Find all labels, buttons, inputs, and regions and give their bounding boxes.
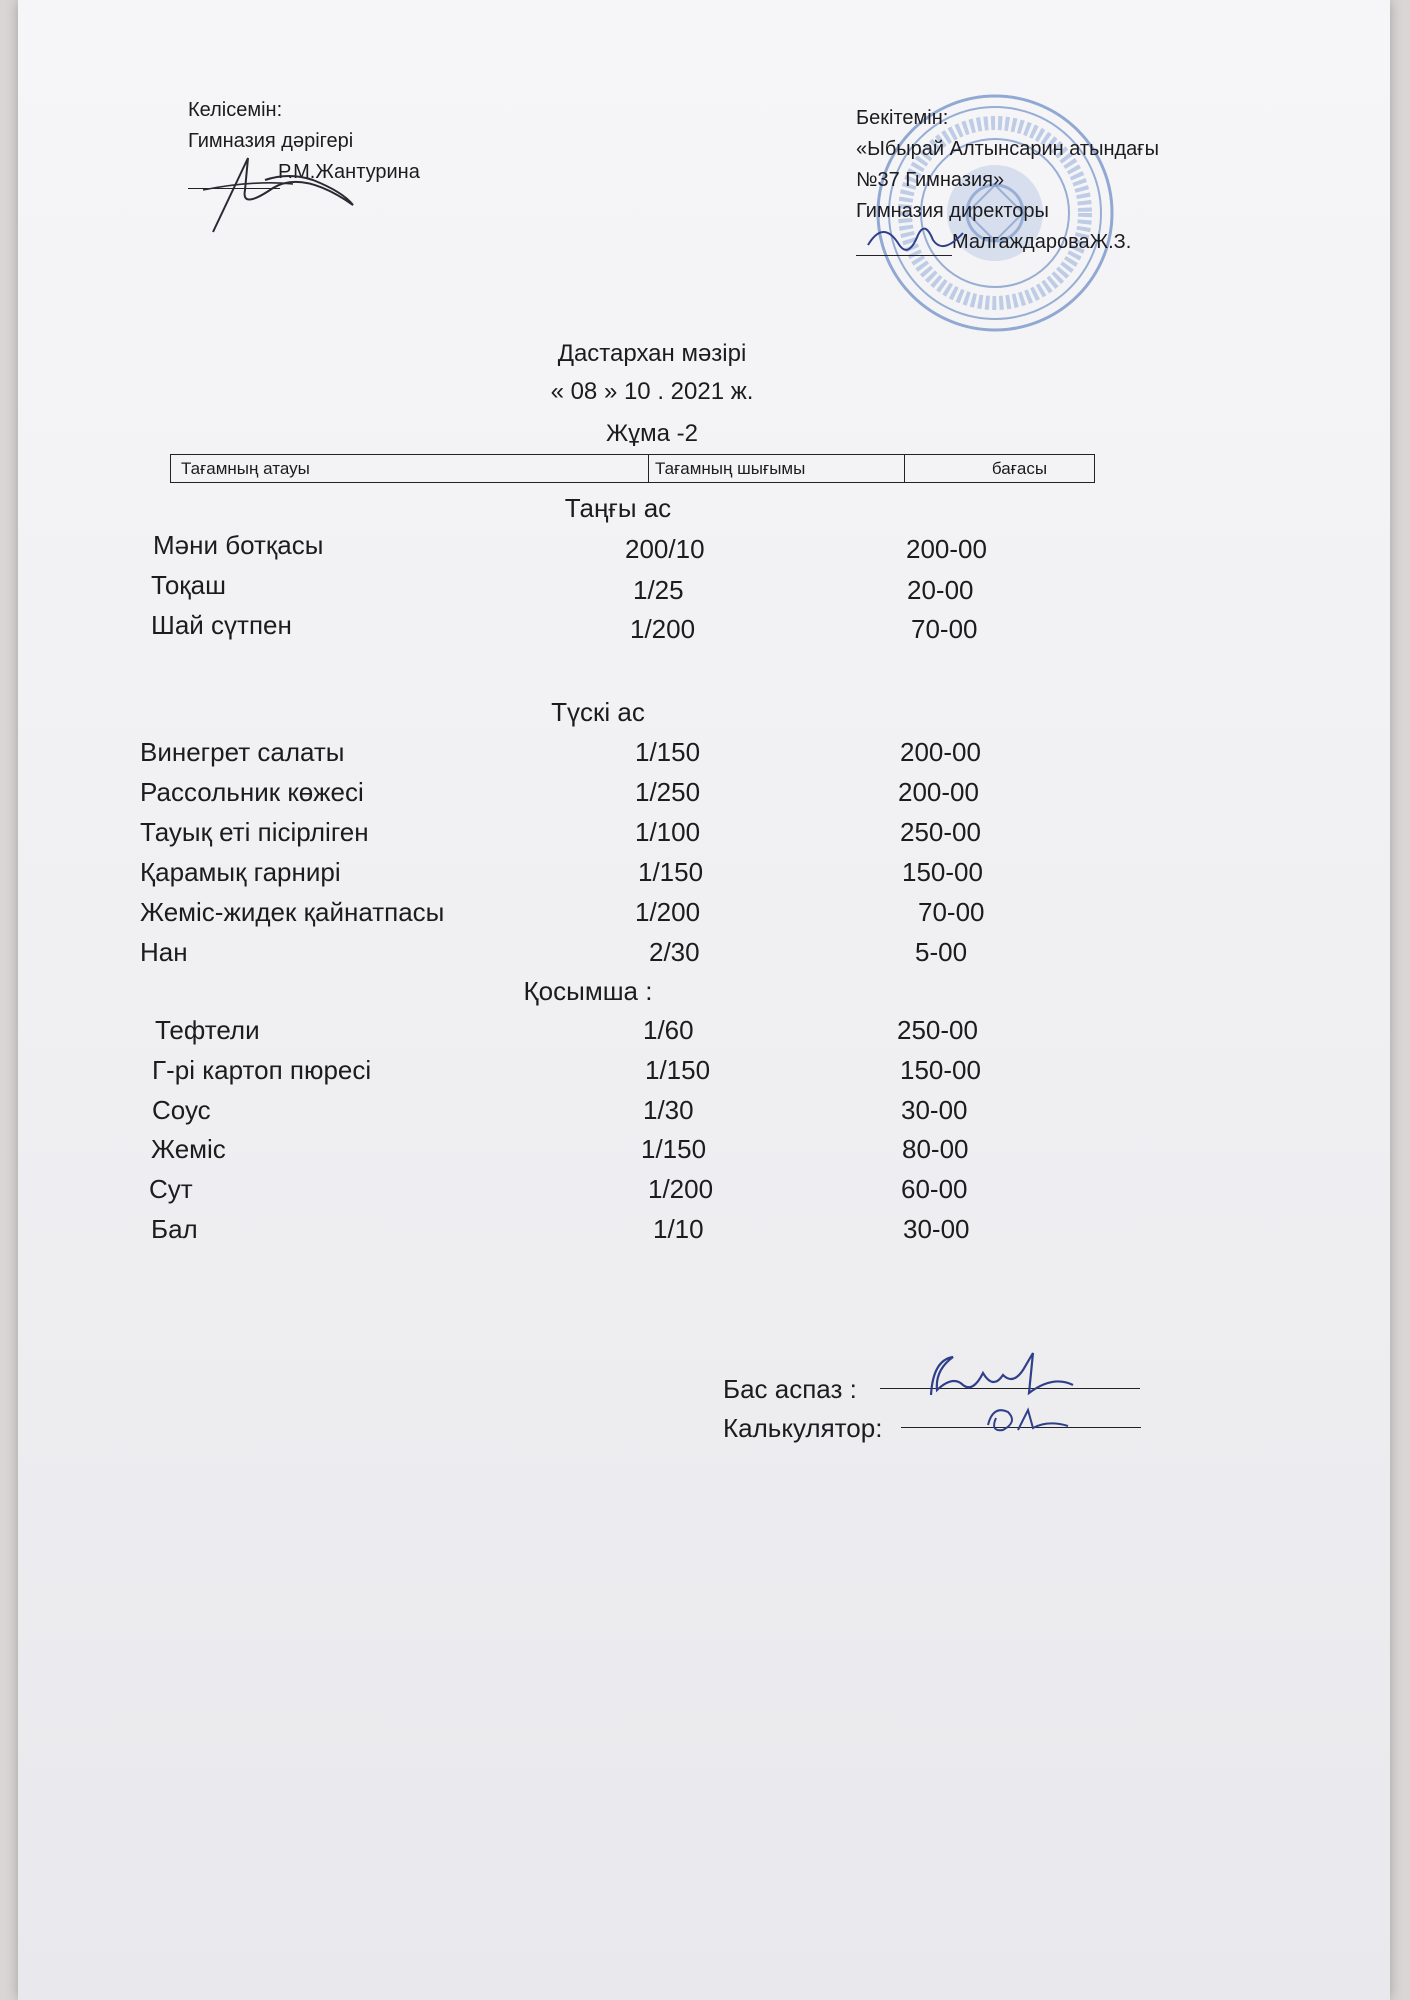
- approval-right-label: Бекітемін:: [856, 107, 949, 129]
- menu-date: « 08 » 10 . 2021 ж.: [550, 378, 754, 405]
- menu-item-yield: 1/250: [635, 777, 701, 807]
- menu-item-name: Жеміс-жидек қайнатпасы: [140, 897, 445, 927]
- menu-item-yield: 1/150: [641, 1134, 707, 1164]
- menu-item-name: Г-рі картоп пюресі: [152, 1055, 372, 1085]
- document-sheet: [18, 0, 1390, 2000]
- menu-item-price: 20-00: [907, 575, 974, 605]
- menu-item-price: 60-00: [901, 1174, 968, 1204]
- menu-item-name: Тоқаш: [151, 570, 227, 600]
- menu-item-name: Бал: [151, 1214, 198, 1244]
- calculator-label: Калькулятор:: [723, 1413, 883, 1443]
- menu-item-name: Тауық еті пісірліген: [140, 817, 369, 847]
- section-title-extras: Қосымша :: [523, 976, 653, 1006]
- menu-item-yield: 1/150: [638, 857, 704, 887]
- school-name: «Ыбырай Алтынсарин атындағы: [856, 138, 1159, 160]
- director-name: МалгаждароваЖ.З.: [952, 231, 1132, 253]
- menu-item-price: 200-00: [898, 777, 979, 807]
- menu-item-price: 5-00: [915, 937, 968, 967]
- school-number: №37 Гимназия»: [856, 169, 1005, 191]
- column-header-name: Тағамның атауы: [171, 455, 649, 482]
- menu-item-price: 30-00: [901, 1095, 968, 1125]
- menu-item-price: 150-00: [902, 857, 983, 887]
- menu-item-name: Мәни ботқасы: [153, 530, 324, 560]
- menu-item-price: 250-00: [897, 1015, 978, 1045]
- menu-item-yield: 1/200: [635, 897, 701, 927]
- menu-item-yield: 200/10: [625, 534, 705, 564]
- column-header-yield: Тағамның шығымы: [649, 455, 905, 482]
- doctor-name: Р.М.Жантурина: [278, 161, 420, 183]
- menu-item-name: Сут: [149, 1174, 193, 1204]
- menu-item-yield: 1/150: [635, 737, 701, 767]
- chef-signature: [923, 1345, 1103, 1405]
- approval-left-label: Келісемін:: [188, 99, 283, 121]
- menu-item-name: Рассольник көжесі: [140, 777, 364, 807]
- menu-item-yield: 2/30: [649, 937, 700, 967]
- menu-item-price: 70-00: [911, 614, 978, 644]
- menu-item-yield: 1/30: [643, 1095, 694, 1125]
- menu-item-yield: 1/60: [643, 1015, 694, 1045]
- calculator-signature: [978, 1400, 1078, 1440]
- menu-item-price: 200-00: [906, 534, 987, 564]
- menu-item-yield: 1/200: [648, 1174, 714, 1204]
- director-signature: [863, 215, 973, 265]
- menu-item-name: Соус: [152, 1095, 211, 1125]
- menu-item-price: 80-00: [902, 1134, 969, 1164]
- menu-item-yield: 1/10: [653, 1214, 704, 1244]
- menu-item-yield: 1/100: [635, 817, 701, 847]
- menu-item-name: Нан: [140, 937, 188, 967]
- menu-item-name: Винегрет салаты: [140, 737, 345, 767]
- menu-item-yield: 1/200: [630, 614, 696, 644]
- menu-item-name: Қарамық гарнирі: [140, 857, 341, 887]
- menu-item-price: 30-00: [903, 1214, 970, 1244]
- menu-item-yield: 1/150: [645, 1055, 711, 1085]
- section-title-breakfast: Таңғы ас: [564, 493, 672, 523]
- menu-item-price: 150-00: [900, 1055, 981, 1085]
- menu-item-name: Тефтели: [155, 1015, 260, 1045]
- menu-item-price: 200-00: [900, 737, 981, 767]
- menu-title: Дастархан мәзірі: [557, 340, 747, 367]
- menu-item-price: 250-00: [900, 817, 981, 847]
- menu-item-name: Жеміс: [151, 1134, 226, 1164]
- section-title-lunch: Түскі ас: [551, 697, 645, 727]
- menu-item-yield: 1/25: [633, 575, 684, 605]
- director-title: Гимназия директоры: [856, 200, 1049, 222]
- chef-label: Бас аспаз :: [723, 1374, 857, 1404]
- menu-item-price: 70-00: [918, 897, 985, 927]
- menu-item-name: Шай сүтпен: [151, 610, 292, 640]
- doctor-title: Гимназия дәрігері: [188, 130, 354, 152]
- menu-day: Жұма -2: [605, 420, 698, 447]
- column-header-row: [170, 454, 1095, 483]
- doctor-signature: [193, 150, 393, 240]
- column-header-price: бағасы: [991, 458, 1048, 478]
